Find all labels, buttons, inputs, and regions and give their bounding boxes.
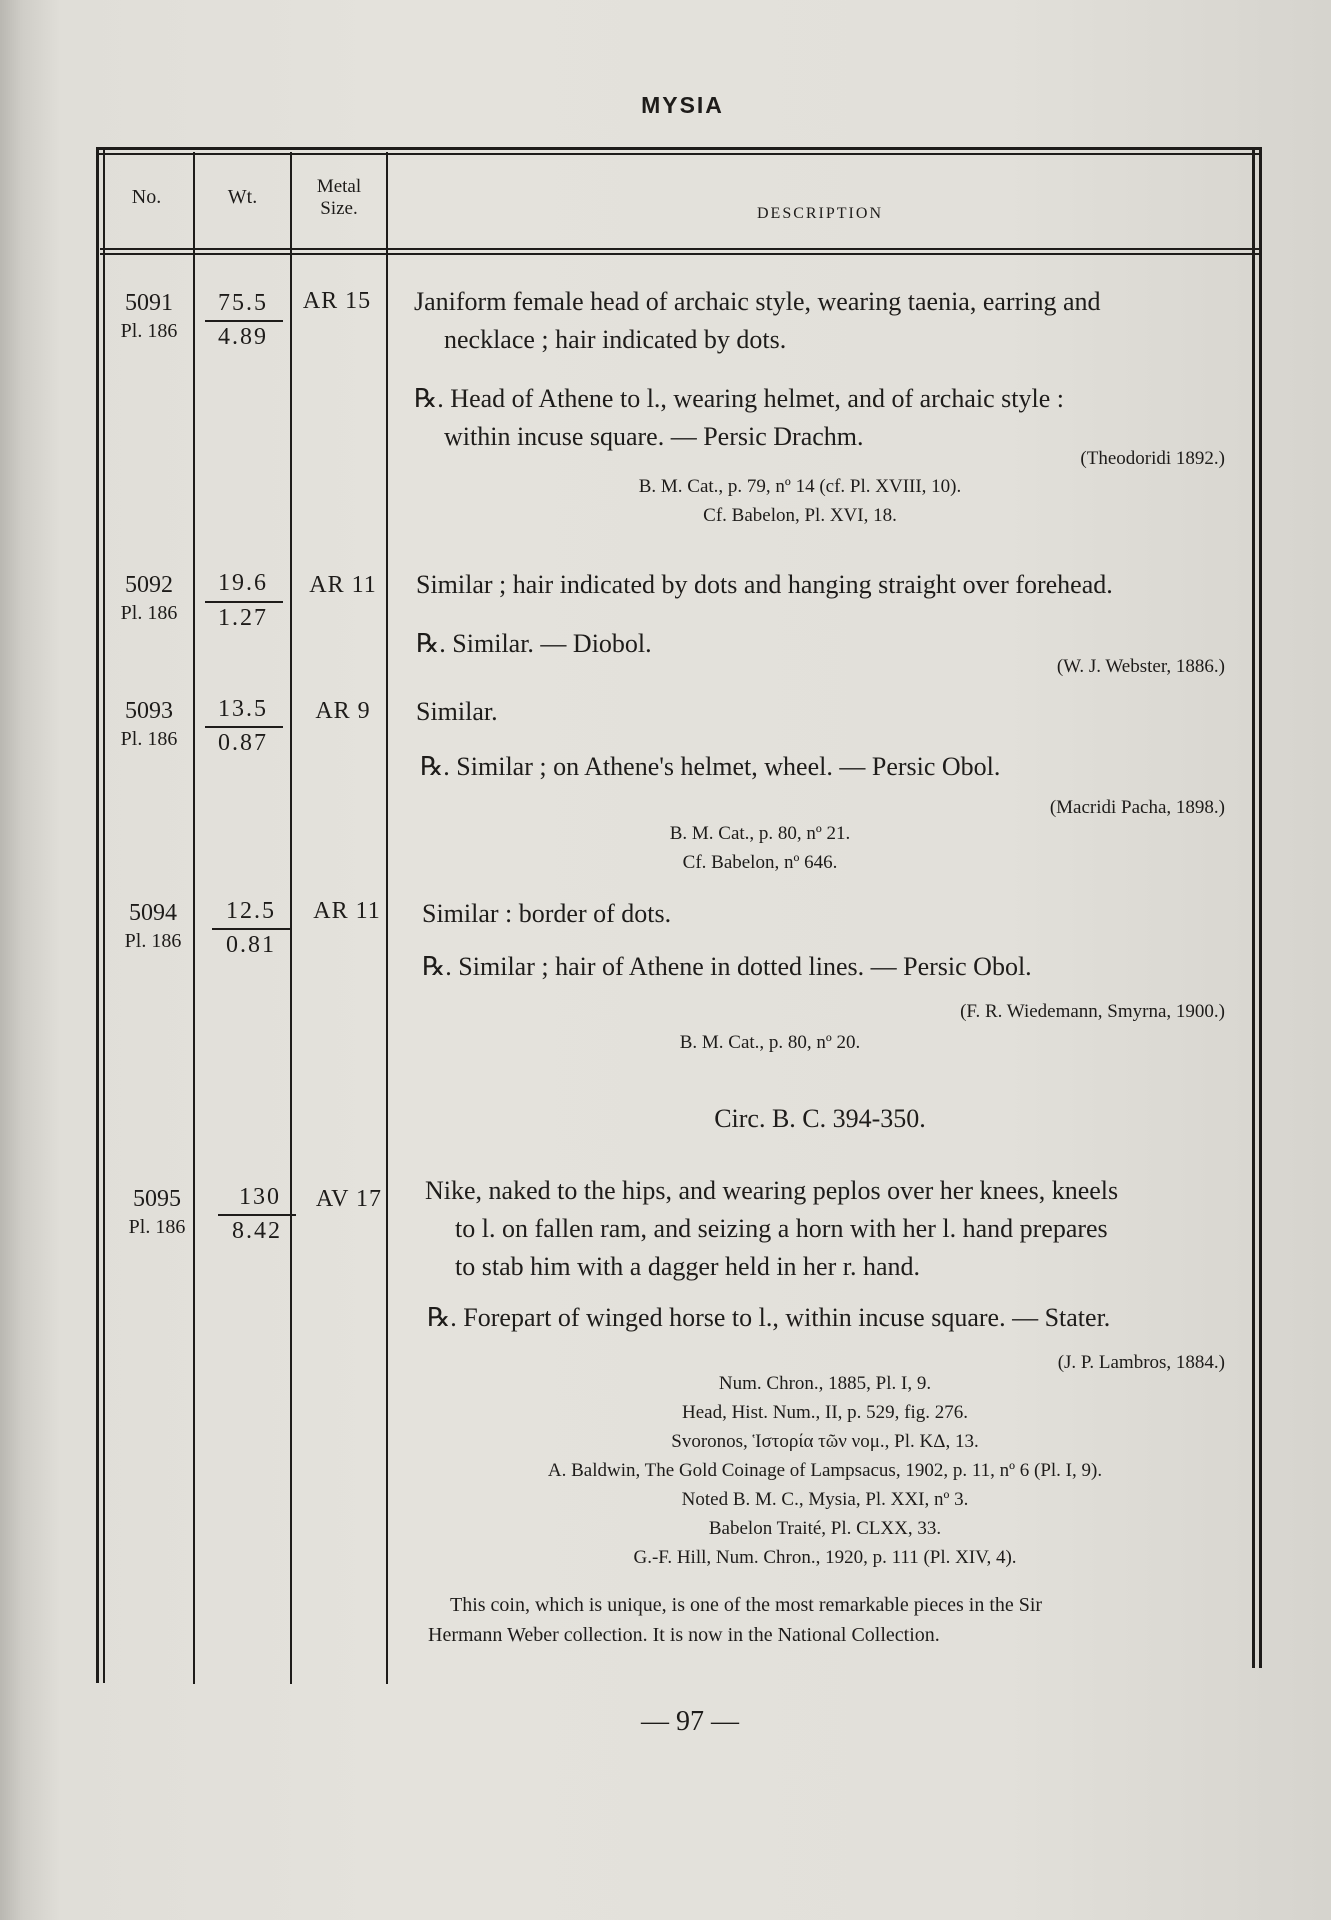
weight-fraction-rule (205, 726, 283, 728)
obverse-line: Janiform female head of archaic style, wearing taenia, earring and (414, 287, 1101, 316)
obverse-line: Similar. (416, 697, 498, 726)
entry-number: 5094 (129, 900, 177, 926)
provenance: (F. R. Wiedemann, Smyrna, 1900.) (960, 1001, 1225, 1022)
period-heading: Circ. B. C. 394-350. (714, 1104, 926, 1133)
plate-ref: Pl. 186 (120, 728, 178, 750)
weight-fraction-rule (218, 1214, 296, 1216)
obverse-line: to l. on fallen ram, and seizing a horn with her l. hand prepares (455, 1214, 1108, 1243)
table-right-border-outer (1259, 150, 1262, 1668)
metal-size: AR 9 (315, 698, 371, 724)
weight-grains: 13.5 (218, 696, 268, 722)
obverse-line: Similar : border of dots. (422, 899, 672, 928)
metal-size: AR 11 (313, 898, 381, 924)
metal-size: AV 17 (315, 1186, 383, 1212)
obverse-line: to stab him with a dagger held in her r. hand. (455, 1252, 921, 1281)
references (500, 472, 1100, 530)
provenance: (Macridi Pacha, 1898.) (1049, 797, 1225, 818)
reference-line: Cf. Babelon, nº 646. (682, 852, 838, 873)
references (430, 1369, 1220, 1572)
provenance: (J. P. Lambros, 1884.) (1057, 1352, 1225, 1373)
page-number: — 97 — (641, 1706, 739, 1737)
col-header-size-label: Size. (320, 198, 358, 219)
obverse-description (416, 693, 1236, 731)
weight-grams: 0.81 (226, 932, 276, 958)
reference-line: Babelon Traité, Pl. CLXX, 33. (708, 1518, 942, 1539)
weight-fraction-rule (212, 928, 290, 930)
table-left-border (96, 148, 99, 1683)
obverse-description (425, 1172, 1255, 1286)
reference-line: Noted B. M. C., Mysia, Pl. XXI, nº 3. (681, 1489, 969, 1510)
entry-number: 5093 (125, 698, 173, 724)
reference-line: Svoronos, Ἱστορία τῶν νομ., Pl. ΚΔ, 13. (671, 1431, 979, 1452)
entry-number: 5091 (125, 290, 173, 316)
metal-size: AR 15 (302, 288, 372, 314)
table-left-border-inner (103, 150, 105, 1683)
note-line: Hermann Weber collection. It is now in the National Collection. (428, 1624, 940, 1646)
col-header-metal (292, 176, 386, 220)
reverse-description (422, 948, 1242, 986)
reference-line: A. Baldwin, The Gold Coinage of Lampsacus, 1902, p. 11, nº 6 (Pl. I, 9). (547, 1460, 1103, 1481)
obverse-description (414, 283, 1234, 359)
weight-grains: 130 (239, 1184, 281, 1210)
reference-line: Num. Chron., 1885, Pl. I, 9. (718, 1373, 932, 1394)
weight-grains: 12.5 (226, 898, 276, 924)
reverse-line: ℞. Forepart of winged horse to l., within incuse square. — Stater. (427, 1303, 1111, 1332)
references (500, 1028, 1040, 1057)
plate-ref: Pl. 186 (124, 930, 182, 952)
reference-line: G.-F. Hill, Num. Chron., 1920, p. 111 (Pl. XIV, 4). (633, 1547, 1017, 1568)
reverse-description (414, 380, 1234, 456)
table-top-rule (96, 147, 1262, 150)
reference-line: B. M. Cat., p. 80, nº 21. (669, 823, 851, 844)
weight-grains: 19.6 (218, 570, 268, 596)
col-header-wt: Wt. (227, 186, 258, 208)
entry-number: 5092 (125, 572, 173, 598)
table-right-border (1252, 148, 1255, 1668)
provenance: (Theodoridi 1892.) (1080, 448, 1225, 469)
obverse-line: necklace ; hair indicated by dots. (444, 325, 787, 354)
obverse-line: Nike, naked to the hips, and wearing peplos over her knees, kneels (425, 1176, 1119, 1205)
reference-line: Cf. Babelon, Pl. XVI, 18. (703, 505, 897, 526)
reference-line: B. M. Cat., p. 79, nº 14 (cf. Pl. XVIII, 10). (638, 476, 962, 497)
reference-line: Head, Hist. Num., II, p. 529, fig. 276. (681, 1402, 969, 1423)
page-header: MYSIA (641, 92, 724, 118)
weight-grams: 0.87 (218, 730, 268, 756)
col-header-no: No. (131, 186, 162, 208)
reference-line: B. M. Cat., p. 80, nº 20. (679, 1032, 861, 1053)
reverse-line: ℞. Similar ; on Athene's helmet, wheel. — Persic Obol. (420, 752, 1001, 781)
weight-fraction-rule (205, 601, 283, 603)
note-line: This coin, which is unique, is one of the most remarkable pieces in the Sir (450, 1594, 1043, 1616)
metal-size: AR 11 (309, 572, 377, 598)
weight-grains: 75.5 (218, 290, 268, 316)
reverse-description (427, 1299, 1247, 1337)
plate-ref: Pl. 186 (120, 320, 178, 342)
reverse-line: within incuse square. — Persic Drachm. (444, 422, 864, 451)
weight-grams: 8.42 (232, 1218, 282, 1244)
weight-grams: 4.89 (218, 324, 268, 350)
weight-fraction-rule (205, 320, 283, 322)
reverse-line: ℞. Similar ; hair of Athene in dotted lines. — Persic Obol. (422, 952, 1032, 981)
entry-number: 5095 (133, 1186, 181, 1212)
obverse-line: Similar ; hair indicated by dots and hanging straight over forehead. (416, 570, 1113, 599)
obverse-description (422, 895, 1242, 933)
obverse-description (416, 566, 1246, 604)
collection-note (428, 1590, 1238, 1650)
header-bottom-rule-inner (100, 253, 1260, 255)
provenance: (W. J. Webster, 1886.) (1056, 656, 1225, 677)
plate-ref: Pl. 186 (128, 1216, 186, 1238)
reverse-line: ℞. Head of Athene to l., wearing helmet, and of archaic style : (414, 384, 1064, 413)
col-header-description: DESCRIPTION (756, 205, 883, 222)
reverse-line: ℞. Similar. — Diobol. (416, 629, 652, 658)
table-top-rule-inner (96, 153, 1262, 155)
plate-ref: Pl. 186 (120, 602, 178, 624)
header-bottom-rule (100, 248, 1260, 250)
col-header-metal-label: Metal (316, 176, 362, 197)
references (500, 819, 1020, 877)
weight-grams: 1.27 (218, 605, 268, 631)
reverse-description (420, 748, 1240, 786)
